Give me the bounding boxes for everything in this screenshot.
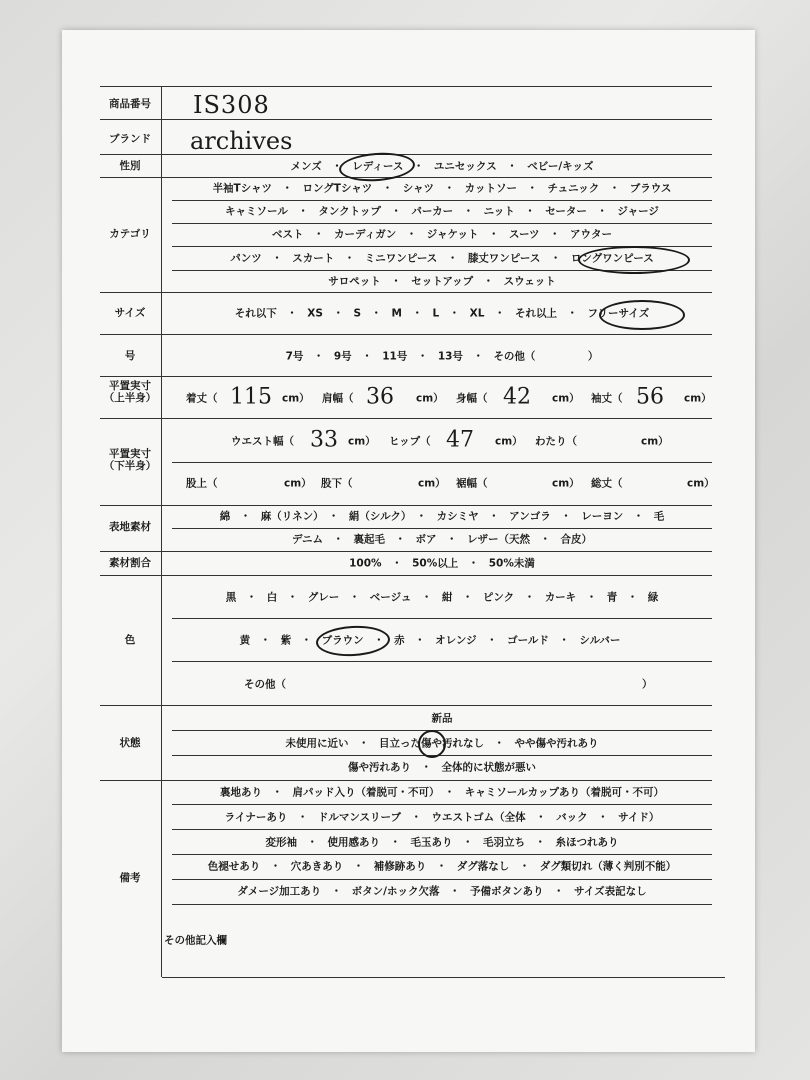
separator-dot: ・	[596, 205, 608, 218]
separator-dot: ・	[553, 885, 564, 898]
option-text: メンズ	[290, 160, 322, 173]
remark-row-3	[162, 835, 722, 850]
option-text: 麻（リネン）	[260, 510, 319, 523]
option-text: 50%未満	[488, 557, 535, 570]
label-condition: 状態	[119, 737, 141, 749]
separator-dot: ・	[586, 591, 597, 604]
option-text: 絹（シルク）	[348, 510, 407, 523]
waist-unit: cm）	[348, 435, 376, 448]
option-text: 黒	[225, 591, 237, 604]
grid-line	[100, 119, 712, 120]
separator-dot: ・	[540, 533, 551, 546]
remark-row-2	[162, 810, 722, 825]
separator-dot: ・	[406, 228, 417, 241]
option-text: フリーサイズ	[587, 307, 650, 320]
option-text: 傷や汚れあり	[348, 761, 411, 774]
label-material: 表地素材	[109, 521, 151, 533]
option-text: それ以下	[234, 307, 277, 320]
option-text: ボア	[415, 533, 437, 546]
option-text: サイド）	[618, 811, 660, 824]
label-remarks: 備考	[119, 872, 141, 884]
option-text: ドルマンスリーブ	[317, 811, 401, 824]
separator-dot: ・	[494, 737, 505, 750]
option-text: 紫	[280, 634, 292, 647]
option-text: ブラウン	[321, 634, 364, 647]
option-text: 全体的に状態が悪い	[441, 761, 536, 774]
option-text: スウェット	[503, 275, 556, 288]
category-row-5	[162, 274, 722, 289]
option-text: セットアップ	[411, 275, 474, 288]
separator-dot: ・	[506, 160, 518, 173]
circle-long-onepiece	[578, 246, 690, 274]
body-width-label: 身幅（	[456, 392, 488, 405]
inseam-unit: cm）	[418, 477, 446, 490]
separator-dot: ・	[416, 510, 427, 523]
separator-dot: ・	[331, 160, 343, 173]
option-text: ミニワンピース	[364, 252, 438, 265]
option-text: 肩パッド入り（着脱可・不可）	[292, 786, 435, 799]
separator-dot: ・	[286, 307, 298, 320]
separator-dot: ・	[560, 510, 572, 523]
grid-line	[100, 86, 712, 87]
option-text: ボタン/ホック欠落	[351, 885, 440, 898]
option-text: 緑	[647, 591, 659, 604]
remark-row-5	[162, 884, 722, 899]
separator-dot: ・	[270, 860, 281, 873]
separator-dot: ・	[313, 228, 325, 241]
option-text: 膝丈ワンピース	[467, 252, 541, 265]
option-text: オレンジ	[435, 634, 477, 647]
separator-dot: ・	[260, 634, 271, 647]
color-other-label: その他（	[244, 678, 286, 691]
option-text: 毛玉あり	[410, 836, 453, 849]
separator-dot: ・	[488, 510, 500, 523]
option-text: アンゴラ	[509, 510, 551, 523]
waist-label: ウエスト幅（	[231, 435, 294, 448]
color-other-close: ）	[642, 678, 653, 691]
separator-dot: ・	[390, 205, 402, 218]
label-color: 色	[124, 634, 136, 646]
body-width-unit: cm）	[552, 392, 580, 405]
material-row-1	[162, 509, 722, 524]
condition-row-1	[162, 711, 722, 726]
rise-unit: cm）	[284, 477, 312, 490]
separator-dot: ・	[413, 160, 424, 173]
option-text: カーキ	[544, 591, 577, 604]
total-length-label: 総丈（	[591, 477, 623, 490]
option-text: ロングワンピース	[570, 252, 654, 265]
option-text: M	[391, 307, 402, 320]
grid-line	[100, 334, 712, 335]
separator-dot: ・	[282, 182, 293, 195]
option-text: それ以上	[514, 307, 557, 320]
option-text: 毛羽立ち	[483, 836, 525, 849]
option-text: ロングTシャツ	[302, 182, 373, 195]
grid-line	[100, 376, 712, 377]
separator-dot: ・	[349, 591, 360, 604]
label-flat-upper	[100, 380, 160, 404]
separator-dot: ・	[391, 557, 403, 570]
separator-dot: ・	[333, 533, 344, 546]
separator-dot: ・	[411, 307, 423, 320]
separator-dot: ・	[449, 885, 460, 898]
option-text: 11号	[382, 350, 408, 363]
option-text: 白	[266, 591, 278, 604]
separator-dot: ・	[395, 533, 406, 546]
separator-dot: ・	[301, 634, 312, 647]
separator-dot: ・	[287, 591, 298, 604]
grid-line	[172, 854, 712, 855]
category-row-1	[162, 181, 722, 196]
label-flat-lower	[100, 448, 160, 472]
grid-line	[172, 804, 712, 805]
thigh-label: わたり（	[535, 435, 577, 448]
option-text: シャツ	[402, 182, 435, 195]
separator-dot: ・	[566, 307, 578, 320]
grid-line	[172, 829, 712, 830]
separator-dot: ・	[240, 510, 251, 523]
handwritten-brand: archives	[190, 127, 293, 155]
handwritten-length: 115	[230, 384, 272, 410]
circle-free-size	[599, 300, 685, 330]
separator-dot: ・	[297, 811, 308, 824]
option-text: ベージュ	[369, 591, 412, 604]
option-text: サロペット	[328, 275, 381, 288]
total-length-unit: cm）	[687, 477, 715, 490]
grid-line	[100, 780, 712, 781]
separator-dot: ・	[483, 275, 494, 288]
option-text: 黄	[239, 634, 251, 647]
label-flat-lower-line2: （下半身）	[103, 460, 157, 472]
separator-dot: ・	[488, 228, 499, 241]
category-row-3	[162, 227, 722, 242]
label-gender: 性別	[119, 160, 141, 172]
grid-line	[100, 575, 712, 576]
grid-line	[172, 528, 712, 529]
separator-dot: ・	[446, 533, 458, 546]
label-flat-upper-line1: 平置実寸	[109, 380, 151, 392]
separator-dot: ・	[462, 591, 473, 604]
separator-dot: ・	[524, 591, 535, 604]
number-options	[162, 349, 722, 364]
option-text: バック	[556, 811, 588, 824]
option-text: ダメージ加工あり	[237, 885, 322, 898]
option-text: ジャケット	[426, 228, 479, 241]
separator-dot: ・	[558, 634, 570, 647]
option-text: パーカー	[411, 205, 454, 218]
separator-dot: ・	[535, 811, 547, 824]
separator-dot: ・	[449, 307, 460, 320]
option-text: 補修跡あり	[373, 860, 427, 873]
option-text: スカート	[292, 252, 335, 265]
grid-line	[172, 618, 712, 619]
grid-line	[172, 661, 712, 662]
grid-line	[172, 730, 712, 731]
grid-line	[100, 177, 712, 178]
option-text: やや傷や汚れあり	[514, 737, 599, 750]
handwritten-product-no: IS308	[193, 91, 270, 119]
option-text: ベスト	[272, 228, 304, 241]
option-text: 13号	[437, 350, 463, 363]
ratio-options	[162, 556, 722, 571]
option-text: シルバー	[579, 634, 621, 647]
separator-dot: ・	[524, 205, 536, 218]
option-text: スーツ	[508, 228, 540, 241]
option-text: キャミソールカップあり（着脱可・不可）	[464, 786, 664, 799]
option-text: S	[353, 307, 362, 320]
separator-dot: ・	[421, 591, 432, 604]
separator-dot: ・	[307, 836, 318, 849]
option-text: サイズ表記なし	[573, 885, 647, 898]
remark-row-1	[162, 785, 722, 800]
sleeve-label: 袖丈（	[591, 392, 623, 405]
grid-line	[100, 418, 712, 419]
remark-row-4	[162, 859, 722, 874]
separator-dot: ・	[472, 350, 484, 363]
length-unit: cm）	[282, 392, 310, 405]
grid-line	[100, 705, 712, 706]
hip-label: ヒップ（	[389, 435, 431, 448]
option-text: 半袖Tシャツ	[212, 182, 273, 195]
separator-dot: ・	[382, 182, 393, 195]
separator-dot: ・	[390, 275, 402, 288]
handwritten-hip: 47	[446, 427, 474, 453]
option-text: デニム	[291, 533, 324, 546]
option-text: レーヨン	[581, 510, 624, 523]
option-text: ピンク	[482, 591, 515, 604]
option-text: ベビー/キッズ	[527, 160, 594, 173]
label-flat-upper-line2: （上半身）	[103, 392, 157, 404]
thigh-unit: cm）	[641, 435, 669, 448]
option-text: ニット	[483, 205, 515, 218]
separator-dot: ・	[627, 591, 638, 604]
separator-dot: ・	[411, 811, 422, 824]
separator-dot: ・	[271, 252, 283, 265]
separator-dot: ・	[609, 182, 620, 195]
sleeve-unit: cm）	[684, 392, 712, 405]
option-text: アウター	[570, 228, 612, 241]
circle-kizu-mark	[418, 730, 446, 758]
option-text: 穴あきあり	[290, 860, 344, 873]
option-text: 色褪せあり	[207, 860, 261, 873]
separator-dot: ・	[447, 252, 458, 265]
option-text: ゴールド	[507, 634, 549, 647]
option-text: 赤	[394, 634, 405, 647]
separator-dot: ・	[358, 737, 369, 750]
option-text: XS	[307, 307, 323, 320]
grid-line	[100, 505, 712, 506]
separator-dot: ・	[494, 307, 505, 320]
option-text: カットソー	[464, 182, 517, 195]
option-text: レディース	[352, 160, 404, 173]
color-row-2	[150, 633, 710, 648]
separator-dot: ・	[417, 350, 428, 363]
hem-unit: cm）	[552, 477, 580, 490]
option-text: 目立った傷や汚れなし	[379, 737, 484, 750]
category-row-2	[162, 204, 722, 219]
handwritten-sleeve: 56	[636, 384, 664, 410]
separator-dot: ・	[373, 634, 385, 647]
other-notes-label: その他記入欄	[164, 934, 227, 947]
handwritten-waist: 33	[310, 427, 338, 453]
separator-dot: ・	[463, 205, 474, 218]
label-category: カテゴリ	[109, 228, 151, 240]
separator-dot: ・	[486, 634, 498, 647]
option-text: 糸ほつれあり	[555, 836, 619, 849]
color-row-1	[162, 590, 722, 605]
shoulder-unit: cm）	[416, 392, 444, 405]
option-text: ライナーあり	[224, 811, 288, 824]
option-text: 9号	[333, 350, 352, 363]
separator-dot: ・	[597, 811, 609, 824]
grid-line	[172, 200, 712, 201]
grid-line	[172, 462, 712, 463]
option-text: ダグ落なし	[456, 860, 510, 873]
separator-dot: ・	[328, 510, 339, 523]
separator-dot: ・	[633, 510, 644, 523]
option-text: レザー（天然	[467, 533, 531, 546]
option-text: その他（ ）	[493, 350, 599, 363]
grid-line	[100, 551, 712, 552]
separator-dot: ・	[313, 350, 324, 363]
separator-dot: ・	[462, 836, 473, 849]
separator-dot: ・	[519, 860, 530, 873]
option-text: 50%以上	[412, 557, 459, 570]
grid-line	[172, 879, 712, 880]
separator-dot: ・	[332, 307, 344, 320]
separator-dot: ・	[246, 591, 257, 604]
option-text: ジャージ	[617, 205, 659, 218]
separator-dot: ・	[390, 836, 401, 849]
grid-line	[172, 755, 712, 756]
label-flat-lower-line1: 平置実寸	[109, 448, 151, 460]
inseam-label: 股下（	[321, 477, 353, 490]
option-text: 裏起毛	[353, 533, 386, 546]
separator-dot: ・	[535, 836, 546, 849]
option-text: 使用感あり	[327, 836, 380, 849]
option-text: 毛	[653, 510, 665, 523]
option-text: XL	[469, 307, 485, 320]
label-number: 号	[124, 350, 136, 362]
option-text: 裏地あり	[220, 786, 263, 799]
gender-options	[162, 159, 722, 174]
option-text: ユニセックス	[433, 160, 497, 173]
length-label: 着丈（	[186, 392, 218, 405]
option-text: セーター	[545, 205, 587, 218]
separator-dot: ・	[550, 252, 561, 265]
hem-label: 裾幅（	[456, 477, 488, 490]
label-brand: ブランド	[109, 133, 151, 145]
grid-line	[172, 223, 712, 224]
option-text: 7号	[285, 350, 304, 363]
separator-dot: ・	[444, 786, 455, 799]
option-text: 合皮）	[560, 533, 593, 546]
option-text: 未使用に近い	[285, 737, 349, 750]
separator-dot: ・	[549, 228, 561, 241]
grid-line	[100, 292, 712, 293]
label-ratio: 素材割合	[109, 557, 151, 569]
condition-row-3	[162, 760, 722, 775]
rise-label: 股上（	[186, 477, 218, 490]
separator-dot: ・	[468, 557, 479, 570]
label-product-no: 商品番号	[109, 98, 151, 110]
option-text: 新品	[431, 712, 453, 725]
handwritten-body-width: 42	[503, 384, 531, 410]
option-text: タンクトップ	[318, 205, 381, 218]
handwritten-shoulder: 36	[366, 384, 394, 410]
separator-dot: ・	[297, 205, 309, 218]
separator-dot: ・	[444, 182, 455, 195]
grid-line	[162, 977, 725, 978]
separator-dot: ・	[272, 786, 283, 799]
grid-line	[172, 904, 712, 905]
option-text: 予備ボタンあり	[469, 885, 544, 898]
option-text: グレー	[307, 591, 340, 604]
separator-dot: ・	[344, 252, 355, 265]
option-text: ウエストゴム（全体	[431, 811, 526, 824]
option-text: ダグ類切れ（薄く判別不能）	[539, 860, 677, 873]
option-text: 100%	[349, 557, 382, 570]
separator-dot: ・	[421, 761, 432, 774]
separator-dot: ・	[361, 350, 373, 363]
hip-unit: cm）	[495, 435, 523, 448]
separator-dot: ・	[331, 885, 342, 898]
option-text: 青	[606, 591, 618, 604]
option-text: キャミソール	[225, 205, 288, 218]
material-row-2	[162, 532, 722, 547]
option-text: 綿	[219, 510, 231, 523]
option-text: 紺	[441, 591, 453, 604]
separator-dot: ・	[414, 634, 426, 647]
shoulder-label: 肩幅（	[322, 392, 354, 405]
option-text: ブラウス	[629, 182, 672, 195]
option-text: カシミヤ	[436, 510, 479, 523]
separator-dot: ・	[371, 307, 382, 320]
option-text: 変形袖	[265, 836, 297, 849]
separator-dot: ・	[526, 182, 538, 195]
option-text: L	[432, 307, 440, 320]
option-text: カーディガン	[334, 228, 397, 241]
option-text: チュニック	[547, 182, 600, 195]
separator-dot: ・	[436, 860, 447, 873]
label-size: サイズ	[114, 307, 146, 319]
separator-dot: ・	[353, 860, 364, 873]
option-text: パンツ	[230, 252, 262, 265]
